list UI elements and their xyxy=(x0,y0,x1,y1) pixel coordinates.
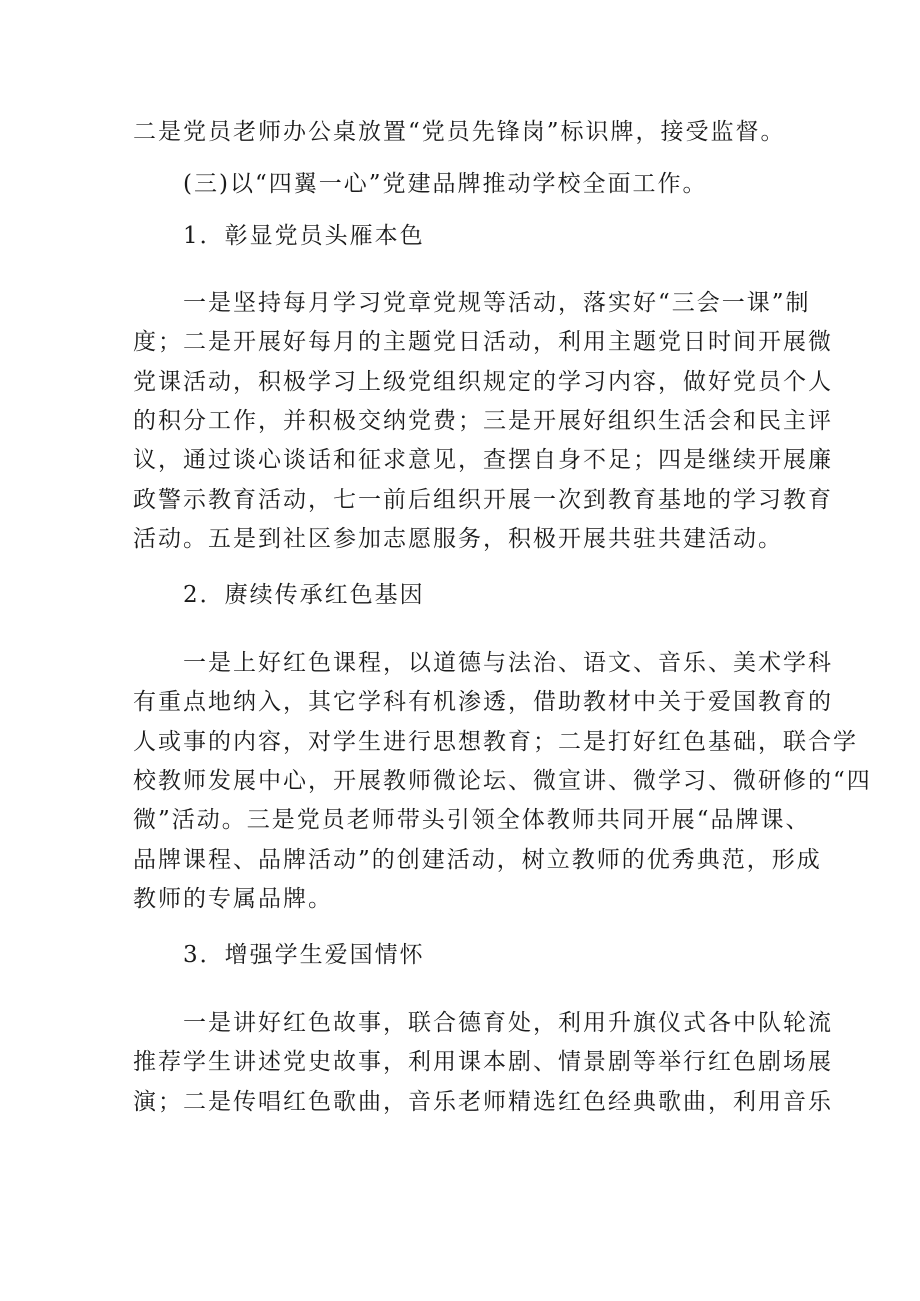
subsection-title-3: 3．增强学生爱国情怀 xyxy=(183,942,425,968)
paragraph-line: 微”活动。三是党员老师带头引领全体教师共同开展“品牌课、 xyxy=(133,807,811,833)
paragraph-line: 教师的专属品牌。 xyxy=(133,886,333,912)
paragraph-line: 一是上好红色课程，以道德与法治、语文、音乐、美术学科 xyxy=(183,650,833,676)
paragraph-line: 的积分工作，并积极交纳党费；三是开展好组织生活会和民主评 xyxy=(133,408,833,434)
paragraph-line: 度；二是开展好每月的主题党日活动，利用主题党日时间开展微 xyxy=(133,329,833,355)
paragraph-line: 议，通过谈心谈话和征求意见，查摆自身不足；四是继续开展廉 xyxy=(133,447,833,473)
paragraph-line: 党课活动，积极学习上级党组织规定的学习内容，做好党员个人 xyxy=(133,369,833,395)
section-heading: (三)以“四翼一心”党建品牌推动学校全面工作。 xyxy=(183,171,708,197)
paragraph-line: 品牌课程、品牌活动”的创建活动，树立教师的优秀典范，形成 xyxy=(133,847,822,873)
paragraph-line: 有重点地纳入，其它学科有机渗透，借助教材中关于爱国教育的 xyxy=(133,689,833,715)
paragraph-line: 校教师发展中心，开展教师微论坛、微宣讲、微学习、微研修的“四 xyxy=(133,768,872,794)
paragraph-line: 推荐学生讲述党史故事，利用课本剧、情景剧等举行红色剧场展 xyxy=(133,1049,833,1075)
paragraph-line: 活动。五是到社区参加志愿服务，积极开展共驻共建活动。 xyxy=(133,526,783,552)
paragraph-line: 人或事的内容，对学生进行思想教育；二是打好红色基础，联合学 xyxy=(133,729,858,755)
paragraph-line: 一是讲好红色故事，联合德育处，利用升旗仪式各中队轮流 xyxy=(183,1010,833,1036)
subsection-title-2: 2．赓续传承红色基因 xyxy=(183,582,425,608)
paragraph-line: 政警示教育活动，七一前后组织开展一次到教育基地的学习教育 xyxy=(133,487,833,513)
subsection-title-1: 1．彰显党员头雁本色 xyxy=(183,223,425,249)
intro-line: 二是党员老师办公桌放置“党员先锋岗”标识牌，接受监督。 xyxy=(133,119,786,145)
paragraph-line: 一是坚持每月学习党章党规等活动，落实好“三会一课”制 xyxy=(183,290,811,316)
paragraph-line: 演；二是传唱红色歌曲，音乐老师精选红色经典歌曲，利用音乐 xyxy=(133,1089,833,1115)
